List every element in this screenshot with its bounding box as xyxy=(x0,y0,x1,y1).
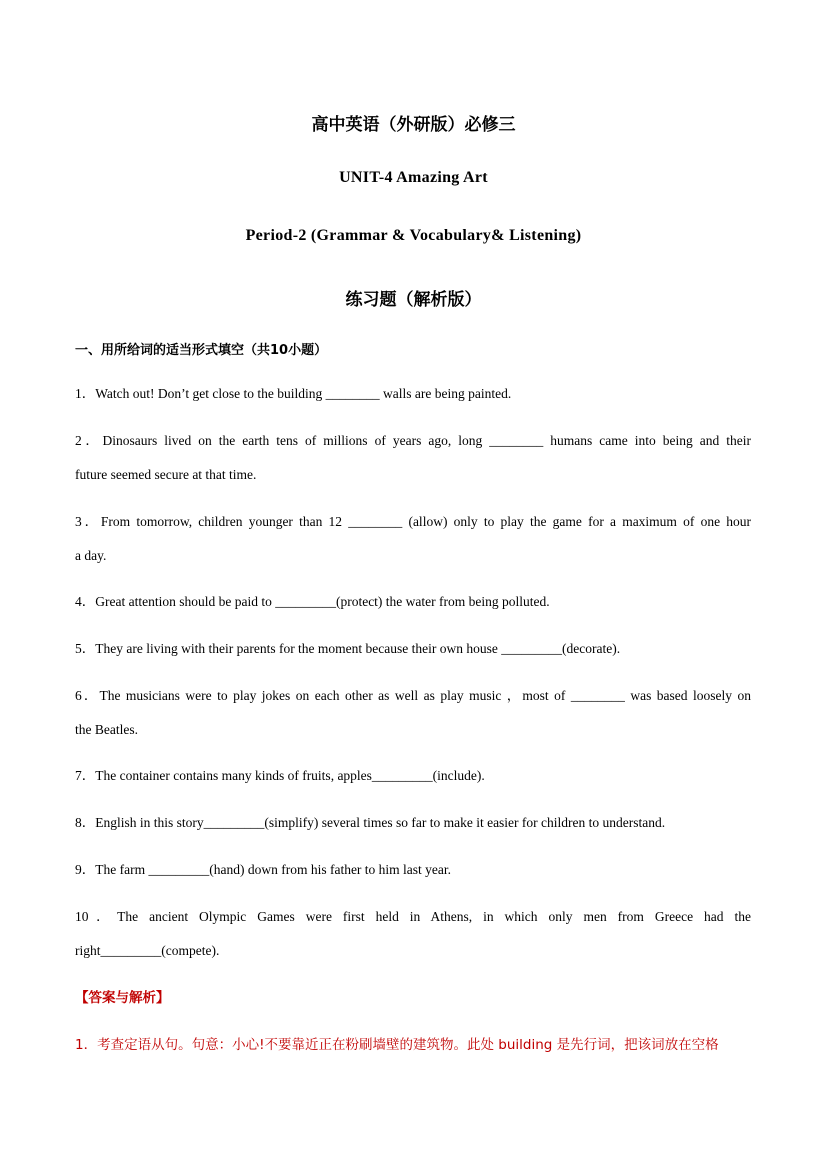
question-6 xyxy=(75,679,751,746)
question-text: 3．From tomorrow, children younger than 12 ________ (allow) only to play the game for a maximum of one hour xyxy=(75,514,751,529)
question-8 xyxy=(75,806,751,839)
question-4 xyxy=(75,585,751,618)
answer-heading: 【答案与解析】 xyxy=(75,990,170,1006)
question-7 xyxy=(75,759,751,792)
question-text-continued: future seemed secure at that time. xyxy=(75,467,257,482)
question-text: 1．Watch out! Don’t get close to the building ________ walls are being painted. xyxy=(75,386,512,401)
document-title: 高中英语（外研版）必修三 xyxy=(311,115,516,135)
period-title: Period-2 (Grammar & Vocabulary& Listening) xyxy=(245,227,582,244)
question-text: 10．The ancient Olympic Games were first held in Athens, in which only men from Greece had the xyxy=(75,909,751,924)
question-text-continued: the Beatles. xyxy=(75,722,138,737)
exercise-subtitle: 练习题（解析版） xyxy=(345,290,482,310)
question-text: 4．Great attention should be paid to _________(protect) the water from being polluted. xyxy=(75,594,550,609)
question-text: 7．The container contains many kinds of fruits, apples_________(include). xyxy=(75,768,485,783)
question-3 xyxy=(75,505,751,572)
question-text: 2．Dinosaurs lived on the earth tens of millions of years ago, long ________ humans came into being and their xyxy=(75,433,751,448)
answer-explanation-1: 1．考查定语从句。句意：小心!不要靠近正在粉刷墙壁的建筑物。此处 building 是先行词，把该词放在空格 xyxy=(75,1037,719,1053)
question-2 xyxy=(75,424,751,491)
question-text: 8．English in this story_________(simplify) several times so far to make it easier for children to understand. xyxy=(75,815,666,830)
question-text: 5．They are living with their parents for the moment because their own house _________(decorate). xyxy=(75,641,621,656)
question-10 xyxy=(75,900,751,967)
question-text-continued: a day. xyxy=(75,548,107,563)
section-heading: 一、用所给词的适当形式填空（共10小题） xyxy=(75,343,328,358)
question-5 xyxy=(75,632,751,665)
question-9 xyxy=(75,853,751,886)
question-text: 9．The farm _________(hand) down from his father to him last year. xyxy=(75,862,452,877)
question-1 xyxy=(75,377,751,410)
question-text: 6．The musicians were to play jokes on each other as well as play music ，most of ________ was based loosely on xyxy=(75,688,751,703)
unit-title: UNIT-4 Amazing Art xyxy=(339,169,488,186)
question-text-continued: right_________(compete). xyxy=(75,943,220,958)
